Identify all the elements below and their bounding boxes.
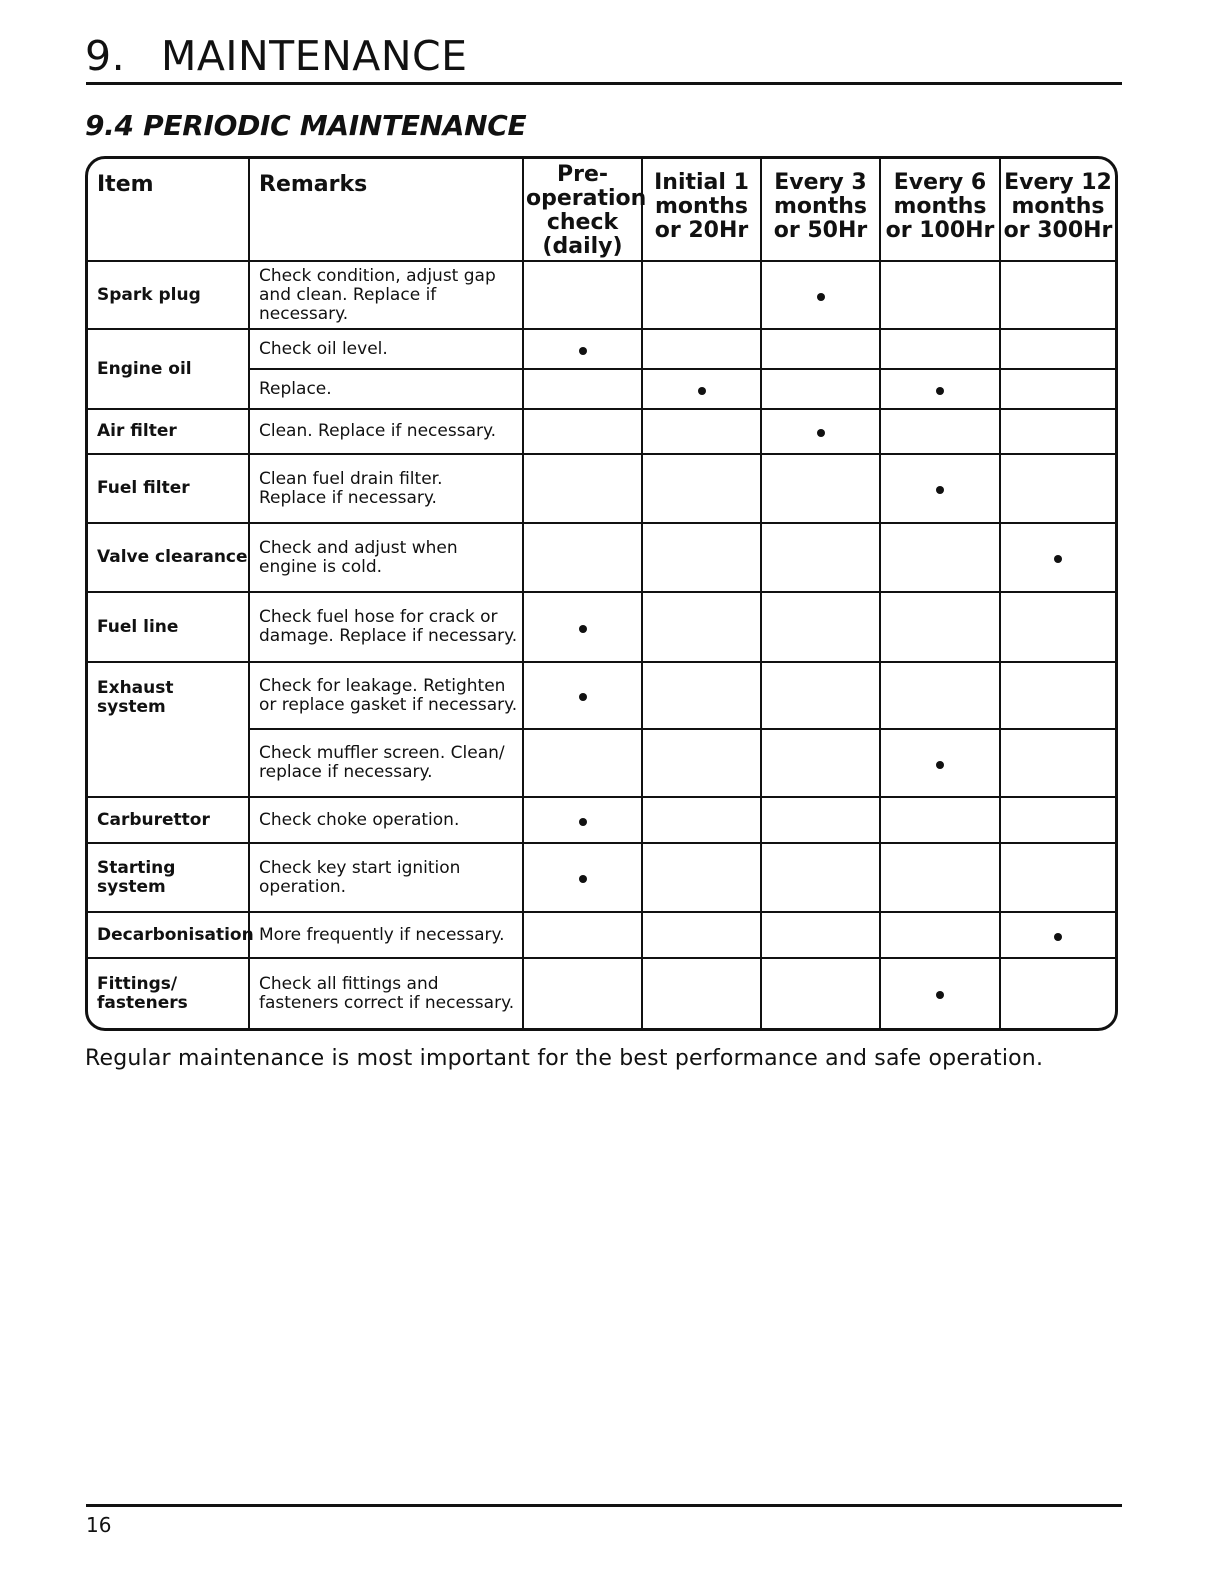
page-number: 16 [86,1513,112,1537]
schedule-cell [761,523,880,592]
schedule-cell [880,662,1000,729]
schedule-cell [523,592,642,662]
schedule-cell [642,369,761,409]
item-cell: Starting system [88,843,249,912]
schedule-dot-icon [579,347,587,355]
schedule-cell [1000,729,1115,797]
schedule-dot-icon [1054,933,1062,941]
item-cell: Fittings/ fasteners [88,958,249,1028]
schedule-cell [642,662,761,729]
schedule-dot-icon [817,429,825,437]
maintenance-table [85,156,1118,1031]
remarks-cell: Check all fittings and fasteners correct if necessary. [249,958,523,1028]
schedule-cell [761,958,880,1028]
schedule-cell [880,261,1000,329]
schedule-cell [642,592,761,662]
schedule-cell [761,729,880,797]
schedule-cell [880,729,1000,797]
schedule-cell [642,912,761,958]
remarks-cell: Check condition, adjust gap and clean. Replace if necessary. [249,261,523,329]
schedule-cell [1000,912,1115,958]
schedule-cell [523,261,642,329]
remarks-cell: Check fuel hose for crack or damage. Replace if necessary. [249,592,523,662]
table-row [88,958,1115,1028]
table-row [88,454,1115,523]
schedule-cell [523,729,642,797]
schedule-dot-icon [1054,555,1062,563]
header-remarks: Remarks [249,159,523,261]
schedule-cell [880,797,1000,843]
remarks-cell: Check and adjust when engine is cold. [249,523,523,592]
schedule-cell [1000,454,1115,523]
schedule-cell [1000,662,1115,729]
schedule-cell [880,843,1000,912]
item-cell: Spark plug [88,261,249,329]
table-row [88,261,1115,329]
remarks-cell: Check oil level. [249,329,523,369]
schedule-cell [1000,369,1115,409]
schedule-cell [1000,797,1115,843]
header-every-6-months: Every 6 months or 100Hr [880,159,1000,261]
schedule-cell [642,958,761,1028]
schedule-cell [761,662,880,729]
schedule-cell [761,454,880,523]
table-row [88,329,1115,369]
chapter-name: MAINTENANCE [161,32,468,80]
remarks-cell: Check for leakage. Retighten or replace gasket if necessary. [249,662,523,729]
schedule-cell [761,261,880,329]
schedule-cell [1000,523,1115,592]
schedule-cell [523,329,642,369]
remarks-cell: Clean fuel drain filter. Replace if necessary. [249,454,523,523]
schedule-cell [1000,843,1115,912]
remarks-cell: Clean. Replace if necessary. [249,409,523,454]
schedule-cell [761,369,880,409]
schedule-dot-icon [936,761,944,769]
schedule-dot-icon [579,875,587,883]
schedule-cell [880,409,1000,454]
schedule-cell [880,912,1000,958]
table-row [88,912,1115,958]
schedule-cell [642,454,761,523]
schedule-cell [642,261,761,329]
schedule-cell [523,912,642,958]
schedule-cell [1000,958,1115,1028]
schedule-cell [1000,409,1115,454]
remarks-cell: Replace. [249,369,523,409]
table-row [88,662,1115,729]
schedule-cell [1000,261,1115,329]
schedule-dot-icon [579,693,587,701]
schedule-cell [642,729,761,797]
header-item: Item [88,159,249,261]
schedule-cell [523,523,642,592]
schedule-cell [1000,592,1115,662]
schedule-cell [880,369,1000,409]
table-row [88,843,1115,912]
schedule-cell [642,523,761,592]
footer-divider [86,1504,1122,1507]
header-pre-operation: Pre- operation check (daily) [523,159,642,261]
remarks-cell: More frequently if necessary. [249,912,523,958]
item-cell: Decarbonisation [88,912,249,958]
schedule-cell [642,329,761,369]
schedule-cell [761,843,880,912]
schedule-cell [523,797,642,843]
remarks-cell: Check key start ignition operation. [249,843,523,912]
schedule-cell [761,912,880,958]
chapter-title [85,30,468,82]
schedule-cell [880,523,1000,592]
schedule-dot-icon [698,387,706,395]
item-cell: Carburettor [88,797,249,843]
schedule-cell [523,369,642,409]
schedule-dot-icon [936,486,944,494]
item-cell: Fuel line [88,592,249,662]
schedule-dot-icon [936,991,944,999]
schedule-cell [523,843,642,912]
header-divider [86,82,1122,85]
schedule-cell [523,409,642,454]
section-title: 9.4 PERIODIC MAINTENANCE [85,109,527,142]
schedule-cell [523,454,642,523]
remarks-cell: Check muffler screen. Clean/ replace if necessary. [249,729,523,797]
table-row [88,523,1115,592]
table-row [88,592,1115,662]
chapter-number: 9. [85,32,126,80]
schedule-cell [642,843,761,912]
item-cell: Fuel filter [88,454,249,523]
footer-note: Regular maintenance is most important for the best performance and safe operation. [85,1046,1044,1071]
header-every-3-months: Every 3 months or 50Hr [761,159,880,261]
schedule-cell [642,409,761,454]
table-row [88,409,1115,454]
schedule-dot-icon [817,293,825,301]
header-initial-1-month: Initial 1 months or 20Hr [642,159,761,261]
schedule-cell [880,454,1000,523]
schedule-cell [1000,329,1115,369]
schedule-cell [761,592,880,662]
item-cell: Engine oil [88,329,249,409]
schedule-cell [761,409,880,454]
item-cell: Valve clearance [88,523,249,592]
schedule-cell [880,592,1000,662]
header-row [88,159,1115,261]
schedule-cell [642,797,761,843]
schedule-dot-icon [579,625,587,633]
item-cell: Air filter [88,409,249,454]
schedule-cell [761,797,880,843]
schedule-dot-icon [579,818,587,826]
schedule-dot-icon [936,387,944,395]
header-every-12-months: Every 12 months or 300Hr [1000,159,1115,261]
table-row [88,797,1115,843]
schedule-cell [880,958,1000,1028]
schedule-cell [523,958,642,1028]
schedule-cell [523,662,642,729]
remarks-cell: Check choke operation. [249,797,523,843]
item-cell: Exhaust system [88,662,249,797]
schedule-cell [880,329,1000,369]
schedule-cell [761,329,880,369]
